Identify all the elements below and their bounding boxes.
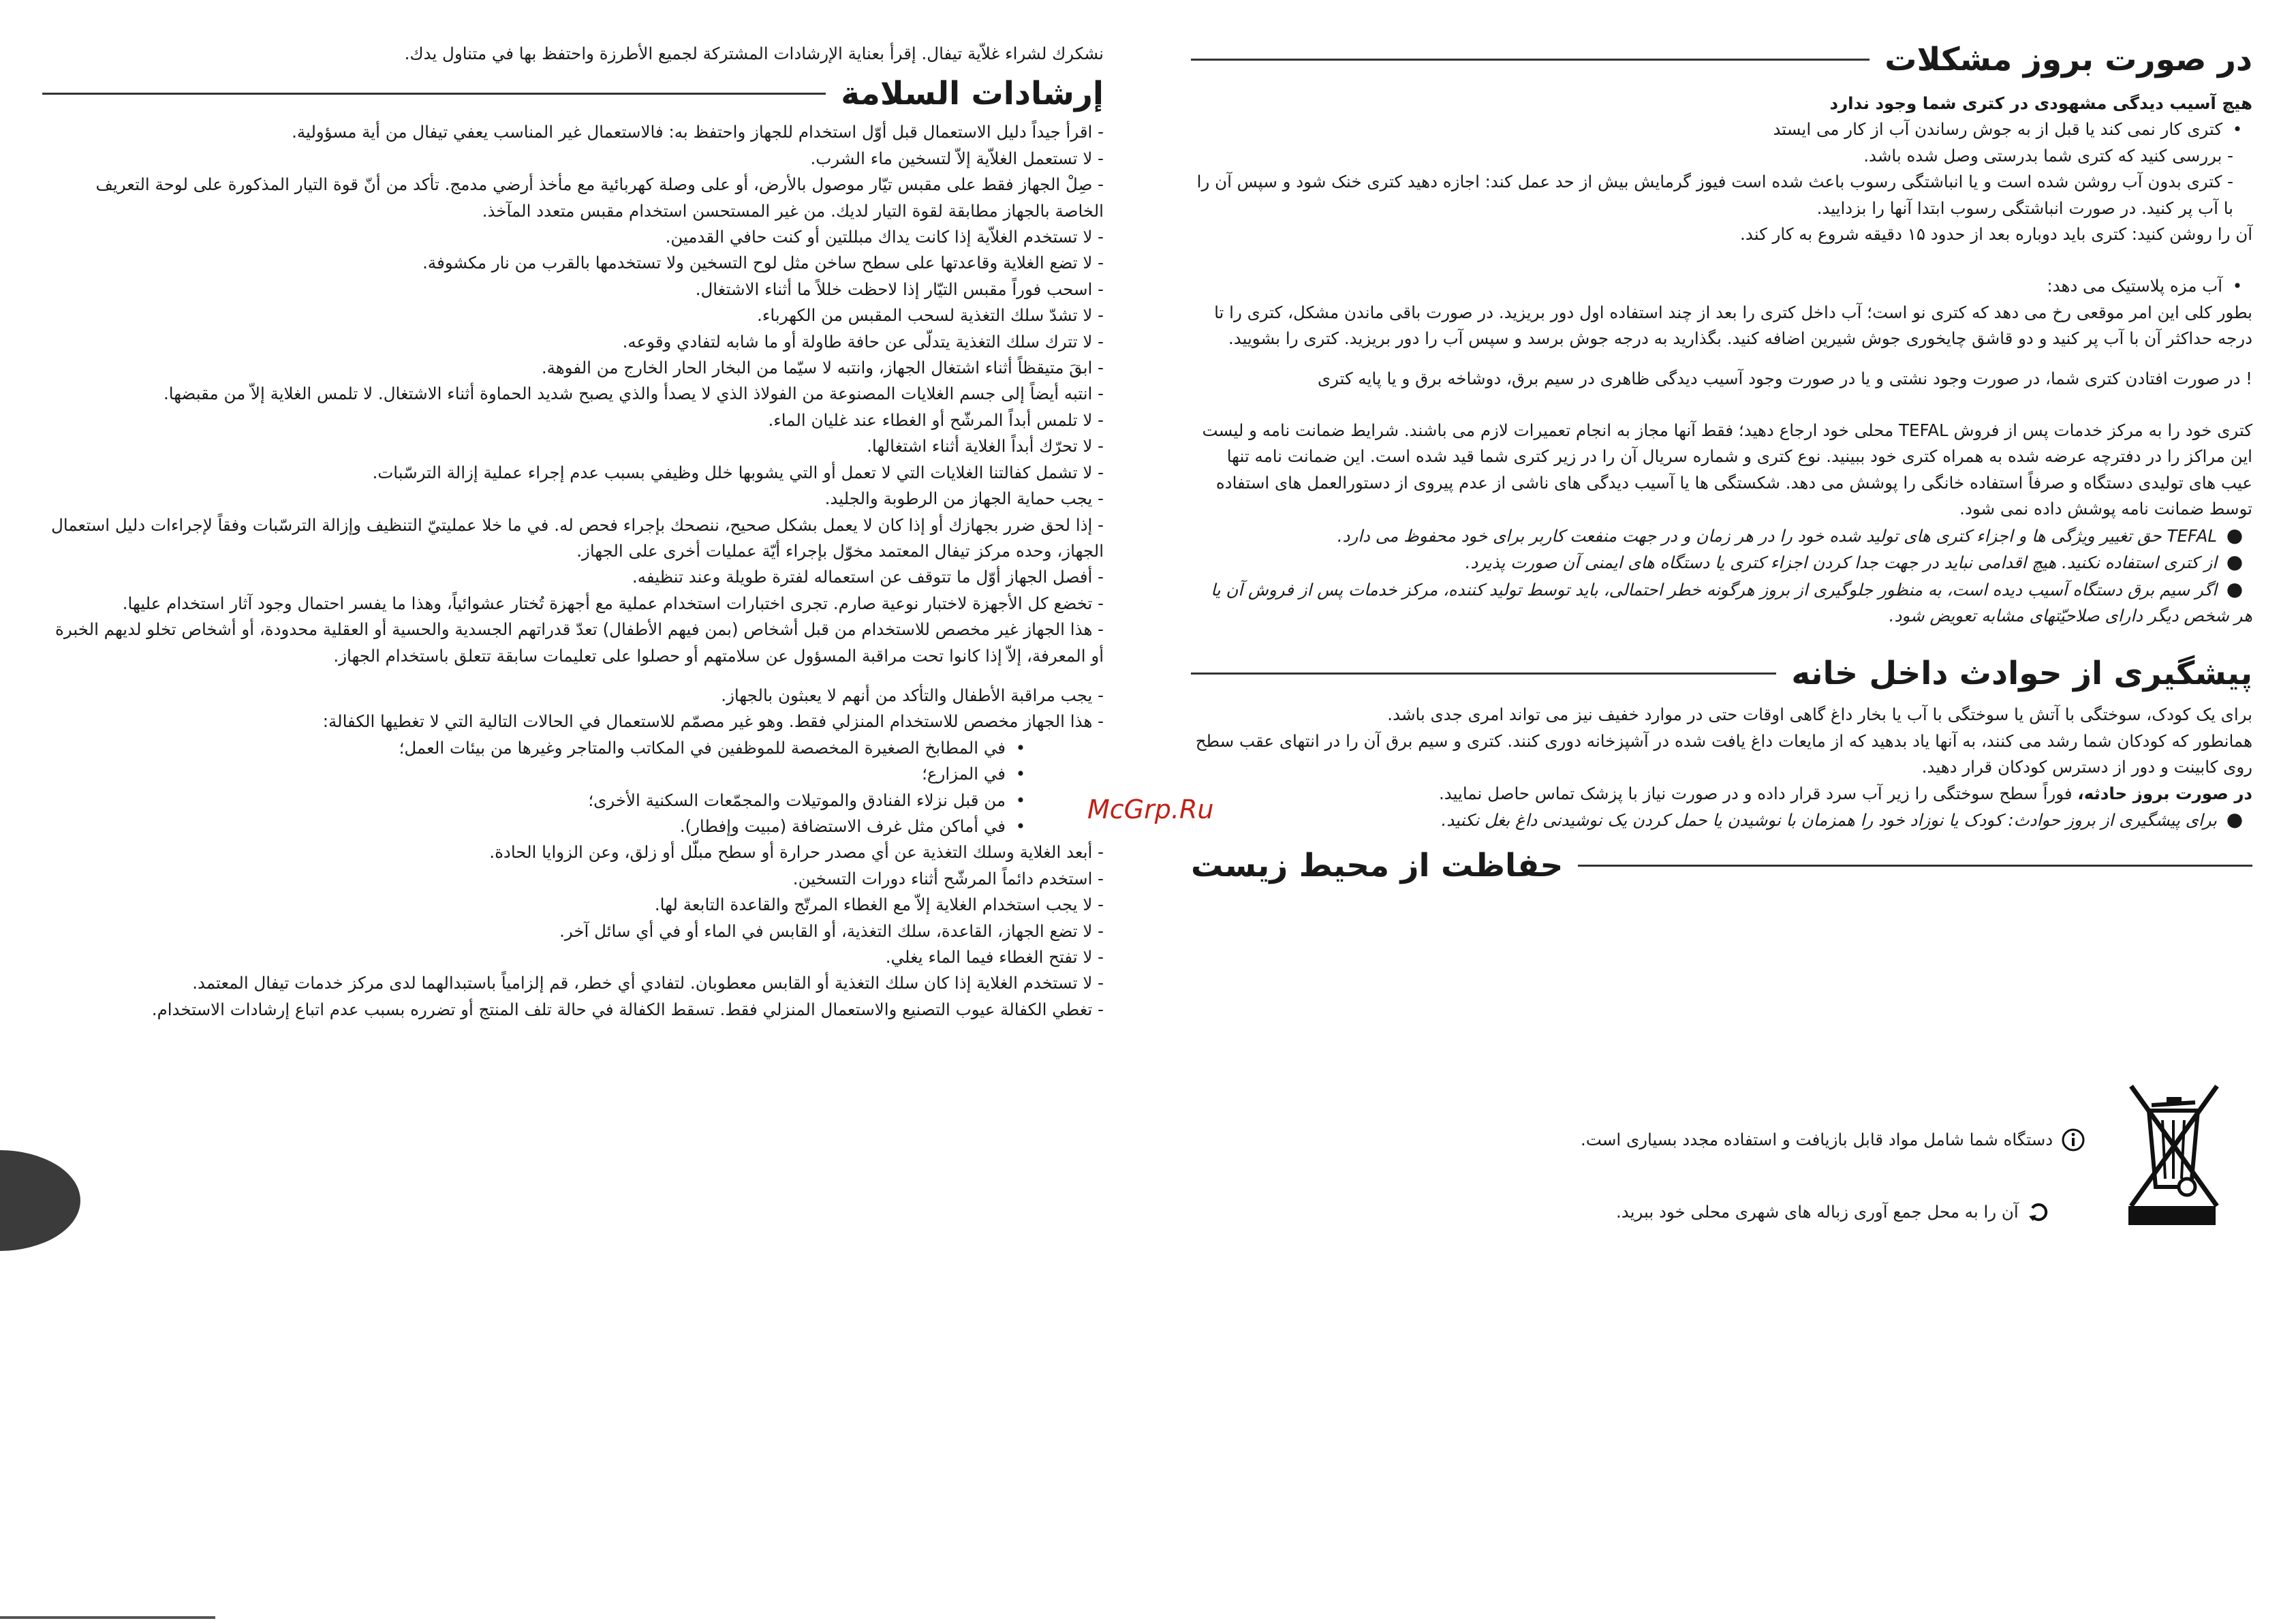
restart-note: آن را روشن کنید: کتری باید دوباره بعد از حدود ۱۵ دقیقه شروع به کار کند. [1740,224,2252,245]
safety-heading [42,75,1104,112]
list-item: - صِلْ الجهاز فقط على مقبس تيّار موصول بالأرض، أو على وصلة كهربائية مع مأخذ أرضي مدمج. تأكد من أنّ قوة التيار المذكورة على لوحة التعريف الخاصة بالجهاز مطابقة لقوة التيار لديك. من غير المستحسن استخدام مقبس متعدد المآخذ. [95,174,1104,221]
list-item: - اقرأ جيداً دليل الاستعمال قبل أوّل استخدام للجهاز واحتفظ به: فالاستعمال غير المناسب يعفي تيفال من أية مسؤولية. [292,122,1104,142]
prevention-text-1: برای یک کودک، سوختگی با آتش یا سوختگی با آب یا بخار داغ گاهی اوقات حتی در موارد خفیف نیز می تواند امری جدی باشد. [1387,705,2252,725]
trouble-heading [1191,41,2252,78]
intro-text: نشكرك لشراء غلاّية تيفال. إقرأ بعناية الإرشادات المشتركة لجميع الأطرزة واحتفظ بها في متناول يدك. [404,44,1104,63]
trouble-bullet-2: •آب مزه پلاستیک می دهد: [2047,276,2243,296]
list-item: - تغطي الكفالة عيوب التصنيع والاستعمال المنزلي فقط. تسقط الكفالة في حالة تلف المنتج أو تضرره بسبب عدم اتباع إرشادات الاستخدام. [151,999,1104,1019]
list-item: - لا تلمس أبداً المرشّح أو الغطاء عند غليان الماء. [768,409,1104,430]
list-item: - لا تضع الغلاية وقاعدتها على سطح ساخن مثل لوح التسخين ولا تستخدمها بالقرب من نار مكشوفة. [422,253,1104,273]
heading-rule [42,93,826,95]
list-item: - لا تشمل كفالتنا الغلايات التي لا تعمل أو التي يشوبها خلل وظيفي بسبب عدم إجراء عملية إزالة الترسّبات. [372,462,1104,482]
safety-title: إرشادات السلامة [841,75,1104,113]
bullet-item: •من قبل نزلاء الفنادق والموتيلات والمجمّعات السكنية الأخرى؛ [42,788,1036,814]
list-item: - لا تستخدم الغلاّية إذا كانت يداك مبللتين أو كنت حافي القدمين. [665,227,1104,247]
bullet-item: •في المطابخ الصغيرة المخصصة للموظفين في المكاتب والمتاجر وغيرها من بيئات العمل؛ [42,735,1036,761]
service-center-text: کتری خود را به مرکز خدمات پس از فروش TEFAL محلی خود ارجاع دهید؛ فقط آنها مجاز به انجام تعمیرات لازم می باشند. شرایط ضمانت نامه و لیست این مراکز را در دفترچه عرضه شده به همراه کتری خود ببینید. نوع کتری و شماره سریال آن را در زیر کتری شما قید شده است. این ضمانت نامه تنها عیب های تولیدی دستگاه و صرفاً استفاده خانگی را پوشش می دهد. شکستگی ها یا آسیب دیدگی های ناشی از عدم پیروی از دستورالعمل های استفاده توسط ضمانت نامه پوشش داده نمی شود. [1202,420,2252,519]
bottom-rule [0,1616,215,1619]
italic-note-3: ●اگر سیم برق دستگاه آسیب دیده است، به منظور جلوگیری از بروز هرگونه خطر احتمالی، باید توسط تولید کننده، مرکز خدمات پس از فروش آن یا هر شخص دیگر دارای صلاحیّتهای مشابه تعویض شود. [1211,577,2252,625]
bullet-dot: • [1015,737,1026,758]
weee-bin-icon [2120,1078,2227,1226]
prevention-text-2: همانطور که کودکان شما رشد می کنند، به آنها یاد بدهید که از مایعات داغ یافت شده در آشپزخانه دوری کنند. کتری و سیم برق آن را در انتهای عقب سطح روی کابینت و دور از دسترس کودکان قرار دهید. [1195,730,2252,777]
bullet-dot: • [1015,816,1026,836]
list-item: - أبعد الغلاية وسلك التغذية عن أي مصدر حرارة أو سطح مبلّل أو زلق، وعن الزوايا الحادة. [489,842,1104,863]
bullet-item: •في أماكن مثل غرف الاستضافة (مبيت وإفطار). [42,814,1036,839]
italic-note-2: ●از کتری استفاده نکنید. هیچ اقدامی نباید در جهت جدا کردن اجزاء کتری یا دستگاه های ایمنی آن صورت پذیرد. [1465,551,2244,574]
list-item: - انتبه أيضاً إلى جسم الغلايات المصنوعة من الفولاذ الذي لا يصدأ والذي يصبح شديد الحماوة أثناء الاشتغال. لا تلمس الغلاية إلاّ من مقبضها. [163,384,1104,404]
list-item: - إذا لحق ضرر بجهازك أو إذا كان لا يعمل بشكل صحيح، ننصحك بإجراء فحص له. في ما خلا عمليتيّ التنظيف وإزالة الترسّبات وفقاً لإجراءات دليل استعمال الجهاز، وحده مركز تيفال المعتمد مخوّل بإجراء أيّة عمليات أخرى على الجهاز. [51,514,1104,561]
bullet-dot: • [1015,790,1026,810]
persian-column [1191,41,2252,884]
arabic-column [42,41,1104,1023]
list-item: - لا تفتح الغطاء فيما الماء يغلي. [885,947,1104,967]
italic-note-1: ●TEFAL حق تغییر ویژگی ها و اجزاء کتری های تولید شده خود را در هر زمان و در جهت منفعت کاربر برای خود محفوظ می دارد. [1337,523,2244,546]
list-item: - ابقَ متيقظاً أثناء اشتغال الجهاز، وانتبه لا سيّما من البخار الحار الخارج من الفوهة. [541,358,1104,378]
usage-exclusions [42,735,1104,840]
trouble-title: در صورت بروز مشکلات [1884,41,2252,78]
environment-heading [1191,847,2252,884]
overheat-note: - کتری بدون آب روشن شده است و یا انباشتگی رسوب باعث شده است فیوز گرمایش بیش از حد عمل کند: اجازه دهید کتری خنک شود و سپس آن را با آب پر کنید. در صورت انباشتگی رسوب ابتدا آنها را بزدایید. [1196,172,2233,218]
list-item: - لا تترك سلك التغذية يتدلّى عن حافة طاولة أو ما شابه لتفادي وقوعه. [622,331,1104,352]
check-connection: - بررسی کنید که کتری شما بدرستی وصل شده باشد. [1863,145,2233,166]
prevention-tip: ●برای پیشگیری از بروز حوادث: کودک یا نوزاد خود را همزمان با نوشیدن یا حمل کردن یک نوشیدنی داغ بغل نکنید. [1441,807,2244,831]
bullet-item: •في المزارع؛ [42,761,1036,787]
list-item: - يجب مراقبة الأطفال والتأكد من أنهم لا يعبثون بالجهاز. [721,685,1104,705]
accident-text: در صورت بروز حادثه، فوراً سطح سوختگی را زیر آب سرد قرار داده و در صورت نیاز با پزشک تماس حاصل نمایید. [1438,783,2252,803]
weee-bar-icon [2128,1206,2216,1225]
safety-list-3 [42,839,1104,1023]
list-item: - لا تحرّك أبداً الغلاية أثناء اشتغالها. [867,436,1104,457]
heading-rule [1191,673,1776,675]
drop-warning: ! در صورت افتادن کتری شما، در صورت وجود نشتی و یا در صورت وجود آسیب دیدگی ظاهری در سیم برق، دوشاخه برق و یا پایه کتری [1317,368,2252,388]
trouble-bullet-1: •کتری کار نمی کند یا قبل از به جوش رساندن آب از کار می ایستد [1773,119,2243,140]
list-item: - تخضع كل الأجهزة لاختبار نوعية صارم. تجرى اختبارات استخدام عملية مع أجهزة تُختار عشوائياً، وهذا ما يفسر احتمال وجود آثار استخدام عليها. [122,593,1104,613]
list-item: - لا تستعمل الغلاّية إلاّ لتسخين ماء الشرب. [810,148,1104,168]
environment-title: حفاظت از محیط زیست [1191,847,1564,885]
list-item: - اسحب فوراً مقبس التيّار إذا لاحظت خللاً ما أثناء الاشتغال. [695,279,1104,299]
bullet-dot: • [1015,764,1026,784]
recyclable-line: دستگاه شما شامل مواد قابل بازیافت و استفاده مجدد بسیاری است. [1581,1127,2085,1153]
list-item: - لا يجب استخدام الغلاية إلاّ مع الغطاء المرتّج والقاعدة التابعة لها. [654,895,1104,915]
plastic-taste-text: بطور کلی این امر موقعی رخ می دهد که کتری نو است؛ آب داخل کتری را بعد از چند استفاده اول دور بریزید. در صورت باقی ماندن مشکل، کتری را تا درجه حداکثر آن با آب پر کنید و دو قاشق چایخوری جوش شیرین اضافه کنید. بگذارید به درجه جوش برسد و سپس آب را دور بریزید. کتری را بشویید. [1214,302,2252,349]
list-item: - يجب حماية الجهاز من الرطوبة والجليد. [824,489,1104,509]
page-tab [0,1150,80,1251]
safety-list-2 [42,683,1104,735]
list-item: - استخدم دائماً المرشّح أثناء دورات التسخين. [792,868,1104,888]
watermark-text: McGrp.Ru [1087,794,1214,824]
recycle-arrow-icon [2027,1200,2051,1224]
info-circle-icon [2061,1128,2085,1152]
list-item: - لا تستخدم الغلاية إذا كان سلك التغذية أو القابس معطوبان. لتفادي أي خطر، قم إلزامياً باستبدالهما لدى مركز خدمات تيفال المعتمد. [192,973,1104,993]
collection-line: آن را به محل جمع آوری زباله های شهری محلی خود ببرید. [1616,1199,2051,1225]
prevention-title: پیشگیری از حوادث داخل خانه [1791,655,2252,693]
list-item: - لا تشدّ سلك التغذية لسحب المقبس من الكهرباء. [757,305,1104,326]
list-item: - هذا الجهاز مخصص للاستخدام المنزلي فقط. وهو غير مصمّم للاستعمال في الحالات التالية التي لا تغطيها الكفالة: [322,711,1104,732]
list-item: - هذا الجهاز غير مخصص للاستخدام من قبل أشخاص (بمن فيهم الأطفال) تعدّ قدراتهم الجسدية والحسية أو العقلية محدودة، أو أشخاص تخلو لديهم الخبرة أو المعرفة، إلاّ إذا كانوا تحت مراقبة المسؤول عن سلامتهم أو حصلوا على تعليمات سابقة تتعلق باستخدام الجهاز. [55,619,1104,666]
heading-rule [1578,865,2252,867]
list-item: - لا تضع الجهاز، القاعدة، سلك التغذية، أو القابس في الماء أو في أي سائل آخر. [559,921,1104,941]
no-damage-heading: هیچ آسیب دیدگی مشهودی در کتری شما وجود ندارد [1829,93,2252,113]
prevention-heading [1191,655,2252,692]
list-item: - أفصل الجهاز أوّل ما تتوقف عن استعماله لفترة طويلة وعند تنظيفه. [632,567,1104,587]
heading-rule [1191,59,1870,61]
safety-list [42,119,1104,669]
